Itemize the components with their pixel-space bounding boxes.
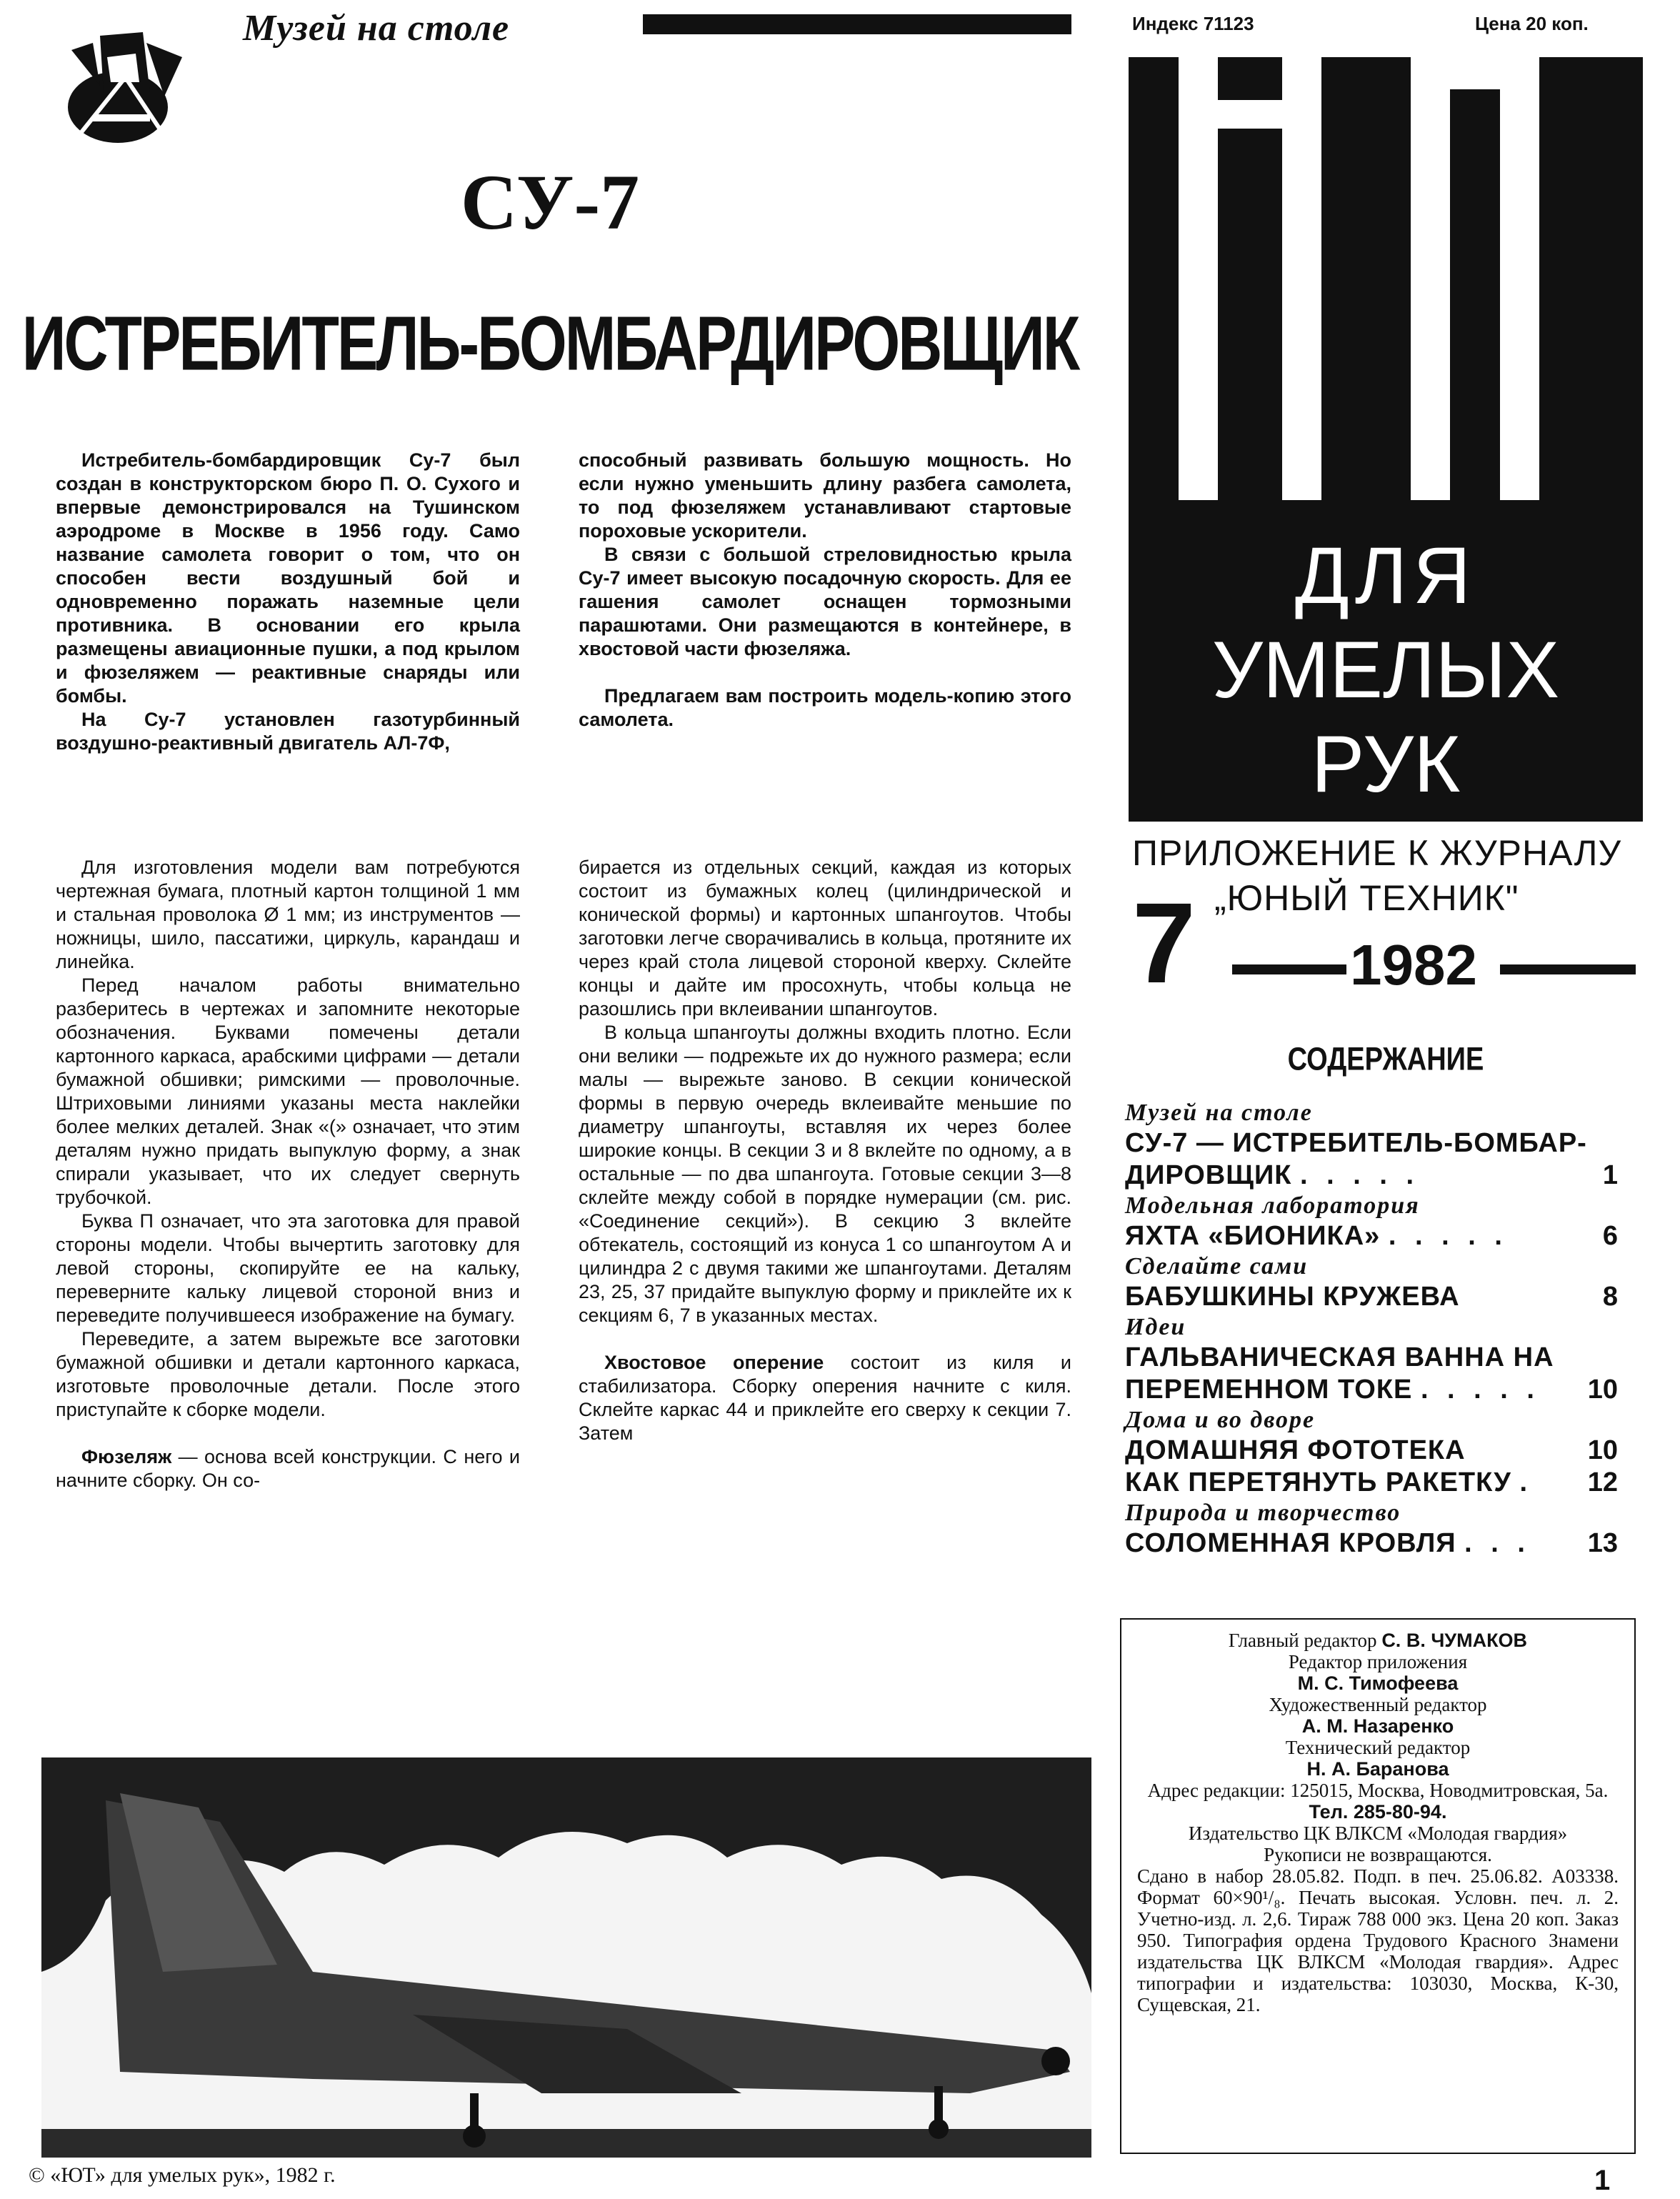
supplement-line-1: ПРИЛОЖЕНИЕ К ЖУРНАЛУ bbox=[1132, 833, 1622, 873]
issue-rule bbox=[1500, 964, 1636, 974]
toc-category: Сделайте сами bbox=[1125, 1253, 1309, 1280]
price: Цена 20 коп. bbox=[1475, 13, 1589, 34]
imprint-line: Н. А. Баранова bbox=[1306, 1758, 1449, 1780]
toc-page: 12 bbox=[1587, 1467, 1618, 1497]
intro-paragraph: На Су-7 установлен газотурбинный воздушно-реактивный двигатель АЛ-7Ф, bbox=[56, 709, 520, 754]
body-paragraph bbox=[579, 1351, 1071, 1445]
intro-column-1 bbox=[56, 449, 520, 755]
toc-page: 8 bbox=[1602, 1282, 1618, 1312]
imprint-line: А. М. Назаренко bbox=[1301, 1715, 1454, 1737]
museum-ship-logo-icon bbox=[50, 29, 193, 150]
toc-page: 10 bbox=[1587, 1375, 1618, 1405]
fuselage-term: Фюзеляж bbox=[81, 1446, 172, 1467]
issue-year: 1982 bbox=[1350, 933, 1477, 997]
imprint-line: М. С. Тимофеева bbox=[1297, 1672, 1459, 1694]
imprint-line: Рукописи не возвращаются. bbox=[1264, 1844, 1492, 1865]
body-paragraph: бирается из отдельных секций, каждая из которых состоит из бумажных колец (цилиндрической и конической формы) и картонных шпангоутов. Чтобы заготовки легче сворачивались в кольца, протяните их через край стола лицевой стороной кверху. Склейте концы и дайте им просохнуть, чтобы кольца не разошлись при вклеивании шпангоутов. bbox=[579, 857, 1071, 1019]
toc-page: 10 bbox=[1587, 1435, 1618, 1465]
toc-heading: СОДЕРЖАНИЕ bbox=[1287, 1041, 1484, 1078]
body-paragraph bbox=[56, 1445, 520, 1492]
toc-category: Модельная лаборатория bbox=[1125, 1192, 1420, 1219]
su7-aircraft-illustration bbox=[41, 1757, 1091, 2158]
toc-category: Идеи bbox=[1125, 1314, 1186, 1340]
toc-category: Музей на столе bbox=[1125, 1100, 1313, 1126]
intro-column-2 bbox=[579, 449, 1071, 732]
imprint-print-details: Сдано в набор 28.05.82. Подп. в печ. 25.06.82. А03338. Формат 60×90¹/₈. Печать высокая. Условн. печ. л. 2. Учетно-изд. л. 2,6. Тираж 788 000 экз. Цена 20 коп. Заказ 950. Типография ордена Трудового Красного Знамени издательства ЦК ВЛКСМ «Молодая гвардия». Адрес типографии и издательства: 103030, Москва, К-30, Сущевская, 21. bbox=[1137, 1865, 1619, 2015]
imprint-line: Художественный редактор bbox=[1269, 1694, 1487, 1715]
intro-paragraph: Истребитель-бомбардировщик Су-7 был создан в конструкторском бюро П. О. Сухого и впервые демонстрировался на Тушинском аэродроме в Москве в 1956 году. Само название самолета говорит о том, что он способен вести воздушный бой и одновременно поражать наземные цели противника. В основании его крыла размещены авиационные пушки, а под крылом и фюзеляжем — реактивные снаряды или бомбы. bbox=[56, 449, 520, 707]
article-title: СУ-7 bbox=[460, 159, 640, 246]
toc-category: Природа и творчество bbox=[1125, 1500, 1401, 1526]
table-of-contents bbox=[1125, 1099, 1618, 1560]
imprint-box bbox=[1120, 1618, 1636, 2154]
toc-page: 13 bbox=[1587, 1528, 1618, 1558]
index-number: Индекс 71123 bbox=[1132, 13, 1254, 34]
toc-entry: СУ-7 — ИСТРЕБИТЕЛЬ-БОМБАР- bbox=[1125, 1128, 1587, 1158]
toc-entry: ДИРОВЩИК . . . . . 1 bbox=[1125, 1160, 1618, 1190]
article-subtitle: ИСТРЕБИТЕЛЬ-БОМБАРДИРОВЩИК bbox=[21, 301, 1079, 387]
intro-paragraph: В связи с большой стреловидностью крыла Су-7 имеет высокую посадочную скорость. Для ее гашения самолет оснащен тормозными парашютами. Они размещаются в контейнере, в хвостовой части фюзеляжа. bbox=[579, 544, 1071, 659]
toc-entry: ГАЛЬВАНИЧЕСКАЯ ВАННА НА bbox=[1125, 1342, 1554, 1372]
copyright: © «ЮТ» для умелых рук», 1982 г. bbox=[29, 2163, 336, 2187]
imprint-line: Редактор приложения bbox=[1288, 1651, 1468, 1672]
issue-rule bbox=[1232, 964, 1346, 974]
body-paragraph: Для изготовления модели вам потребуются чертежная бумага, плотный картон толщиной 1 мм и стальная проволока Ø 1 мм; из инструментов — ножницы, шило, пассатижи, циркуль, карандаш и линейка. bbox=[56, 857, 520, 972]
yt-magazine-logo bbox=[1129, 57, 1643, 500]
toc-page: 1 bbox=[1602, 1160, 1618, 1190]
tail-term: Хвостовое оперение bbox=[604, 1352, 824, 1373]
imprint-line: Издательство ЦК ВЛКСМ «Молодая гвардия» bbox=[1188, 1822, 1568, 1844]
body-paragraph: Буква П означает, что эта заготовка для правой стороны модели. Чтобы вычертить заготовку для левой стороны, скопируйте ее на кальку, переверните кальку лицевой стороной вниз и переведите получившееся изображение на бумагу. bbox=[56, 1210, 520, 1326]
imprint-line: Технический редактор bbox=[1285, 1737, 1471, 1758]
toc-entry: КАК ПЕРЕТЯНУТЬ РАКЕТКУ . 12 bbox=[1125, 1467, 1618, 1497]
page-number: 1 bbox=[1594, 2165, 1611, 2196]
cover-line-3: РУК bbox=[1311, 719, 1461, 809]
cover-title-block bbox=[1129, 500, 1643, 822]
toc-category: Дома и во дворе bbox=[1125, 1407, 1316, 1433]
supplement-line-2: „ЮНЫЙ ТЕХНИК" bbox=[1214, 878, 1519, 918]
cover-line-1: ДЛЯ bbox=[1294, 531, 1477, 620]
body-paragraph: В кольца шпангоуты должны входить плотно. Если они велики — подрежьте их до нужного размера; если малы — вырежьте заново. В секции конической формы в первую очередь вклеивайте меньшие по диаметру шпангоуты, вставляя их через более широкие концы. В секции 3 и 8 вклейте по одному, а в остальные — по два шпангоута. Готовые секции 3—8 склейте между собой в порядке нумерации (см. рис. «Соединение секций»). В секцию 3 вклейте обтекатель, состоящий из конуса 1 со шпангоутом А и цилиндра 2 с двумя такими же шпангоутами. Деталям 23, 25, 37 придайте выпуклую форму и приклейте их к секциям 6, 7 в указанных местах. bbox=[579, 1022, 1071, 1326]
tail-text: состоит из киля и стабилизатора. Сборку оперения начните с киля. Склейте каркас 44 и приклейте его сверху к секции 7. Затем bbox=[579, 1352, 1071, 1444]
toc-entry: ПЕРЕМЕННОМ ТОКЕ . . . . . 10 bbox=[1125, 1375, 1618, 1405]
toc-entry: ДОМАШНЯЯ ФОТОТЕКА 10 bbox=[1125, 1435, 1618, 1465]
intro-paragraph: Предлагаем вам построить модель-копию этого самолета. bbox=[579, 685, 1071, 730]
toc-entry: БАБУШКИНЫ КРУЖЕВА 8 bbox=[1125, 1282, 1618, 1312]
imprint-line: Главный редактор С. В. ЧУМАКОВ bbox=[1228, 1630, 1528, 1651]
body-paragraph: Переведите, а затем вырежьте все заготовки бумажной обшивки и детали картонного каркаса, изготовьте проволочные детали. После этого приступайте к сборке модели. bbox=[56, 1328, 520, 1420]
fuselage-text: — основа всей конструкции. С него и начните сборку. Он со- bbox=[56, 1446, 520, 1491]
intro-paragraph: способный развивать большую мощность. Но если нужно уменьшить длину разбега самолета, то под фюзеляжем устанавливают стартовые пороховые ускорители. bbox=[579, 449, 1071, 542]
toc-entry: СОЛОМЕННАЯ КРОВЛЯ . . . 13 bbox=[1125, 1528, 1618, 1558]
header-rule bbox=[643, 14, 1071, 34]
body-column-2 bbox=[579, 856, 1071, 1445]
toc-page: 6 bbox=[1602, 1221, 1618, 1251]
toc-entry: ЯХТА «БИОНИКА» . . . . . 6 bbox=[1125, 1221, 1618, 1251]
cover-line-2: УМЕЛЫХ bbox=[1211, 625, 1560, 714]
body-paragraph: Перед началом работы внимательно разберитесь в чертежах и запомните некоторые обозначения. Буквами помечены детали картонного каркаса, арабскими цифрами — детали бумажной обшивки; римскими — проволочные. Штриховыми линиями указаны места наклейки более мелких деталей. Знак «(» означает, что этим деталям нужно придать выпуклую форму, а знак спирали указывает, что их следует свернуть трубочкой. bbox=[56, 974, 520, 1208]
imprint-line: Адрес редакции: 125015, Москва, Новодмитровская, 5а. bbox=[1147, 1780, 1609, 1801]
body-column-1 bbox=[56, 856, 520, 1492]
imprint-line: Тел. 285-80-94. bbox=[1309, 1801, 1447, 1822]
section-title: Музей на столе bbox=[243, 8, 510, 49]
issue-number: 7 bbox=[1132, 879, 1196, 1007]
